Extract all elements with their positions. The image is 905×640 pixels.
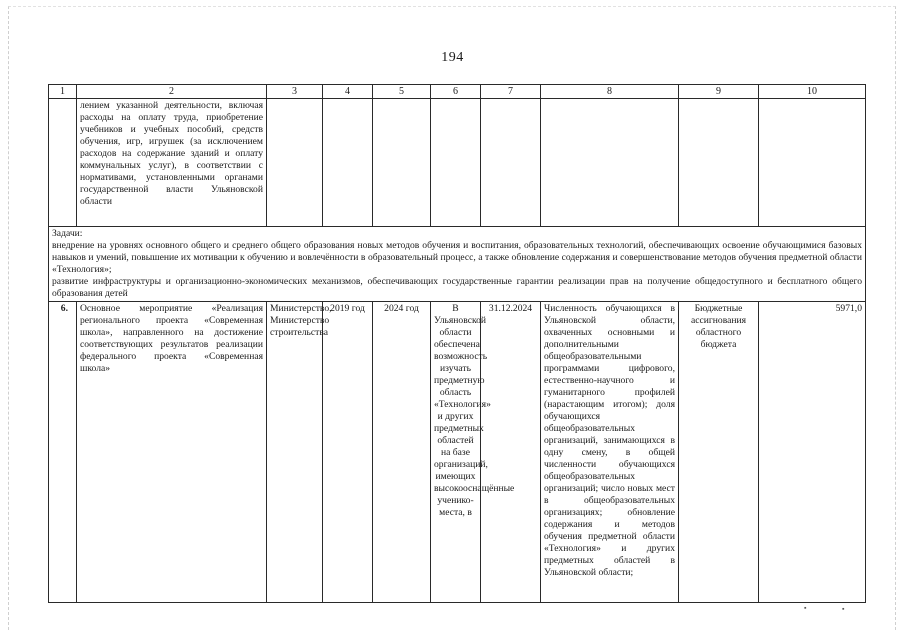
end-year: 2024 год	[373, 302, 431, 603]
tasks-item-1: внедрение на уровнях основного общего и среднего общего образования новых методов обучения и воспитания, образовательных технологий, обеспечивающих освоение обучающимися базовых навыков и умений, повышение их мотивации к обучению и вовлечённости в образовательный процесс, а также обновление содержания и совершенствование методов обучения предметной области «Технология»;	[52, 240, 862, 275]
expected-result: В Ульяновской области обеспечена возможность изучать предметную область «Технология» и других предметных областей на базе организаций, имеющих высокооснащённые ученико-места, в	[431, 302, 481, 603]
tasks-title: Задачи:	[52, 228, 83, 239]
continuation-row	[49, 99, 866, 227]
column-number-5: 5	[373, 85, 431, 99]
measure-row-6	[49, 302, 866, 603]
column-number-8: 8	[541, 85, 679, 99]
page-number: 194	[441, 50, 464, 65]
scan-speck: ▪	[842, 605, 845, 613]
column-number-3: 3	[267, 85, 323, 99]
column-header-row	[49, 85, 866, 99]
column-number-4: 4	[323, 85, 373, 99]
measure-name: Основное мероприятие «Реализация регионального проекта «Современная школа», направленного на достижение соответствующих результатов реализации федерального проекта «Современная школа»	[77, 302, 267, 603]
tasks-item-2: развитие инфраструктуры и организационно-экономических механизмов, обеспечивающих государственные гарантии реализации прав на получение общедоступного и бесплатного общего образования детей	[52, 276, 862, 299]
target-indicators: Численность обучающихся в Ульяновской области, охваченных основными и дополнительными общеобразовательными программами цифрового, естественно-научного и гуманитарного профилей (нарастающим итогом); доля обучающихся общеобразовательных организаций, занимающихся в одну смену, в общей численности обучающихся общеобразовательных организаций; число новых мест в общеобразовательных организациях; обновление содержания и методов обучения предметной области «Технология» и других предметных областей в Ульяновской области;	[541, 302, 679, 603]
column-number-9: 9	[679, 85, 759, 99]
start-year: 2019 год	[323, 302, 373, 603]
row-number: 6.	[49, 302, 77, 603]
column-number-6: 6	[431, 85, 481, 99]
executor: Министерство, Министерство строительства	[267, 302, 323, 603]
column-number-10: 10	[759, 85, 866, 99]
column-number-2: 2	[77, 85, 267, 99]
scan-speck: ▪	[804, 604, 807, 612]
tasks-cell	[49, 227, 866, 302]
tasks-row	[49, 227, 866, 302]
column-number-1: 1	[49, 85, 77, 99]
funding-amount: 5971,0	[759, 302, 866, 603]
program-table	[48, 84, 866, 603]
funding-source: Бюджетные ассигнования областного бюджета	[679, 302, 759, 603]
completion-date: 31.12.2024	[481, 302, 541, 603]
column-number-7: 7	[481, 85, 541, 99]
continuation-text: лением указанной деятельности, включая расходы на оплату труда, приобретение учебников и учебных пособий, средств обучения, игр, игрушек (за исключением расходов на содержание зданий и оплату коммунальных услуг), в соответствии с нормативами, установленными органами государственной власти Ульяновской области	[77, 99, 267, 227]
